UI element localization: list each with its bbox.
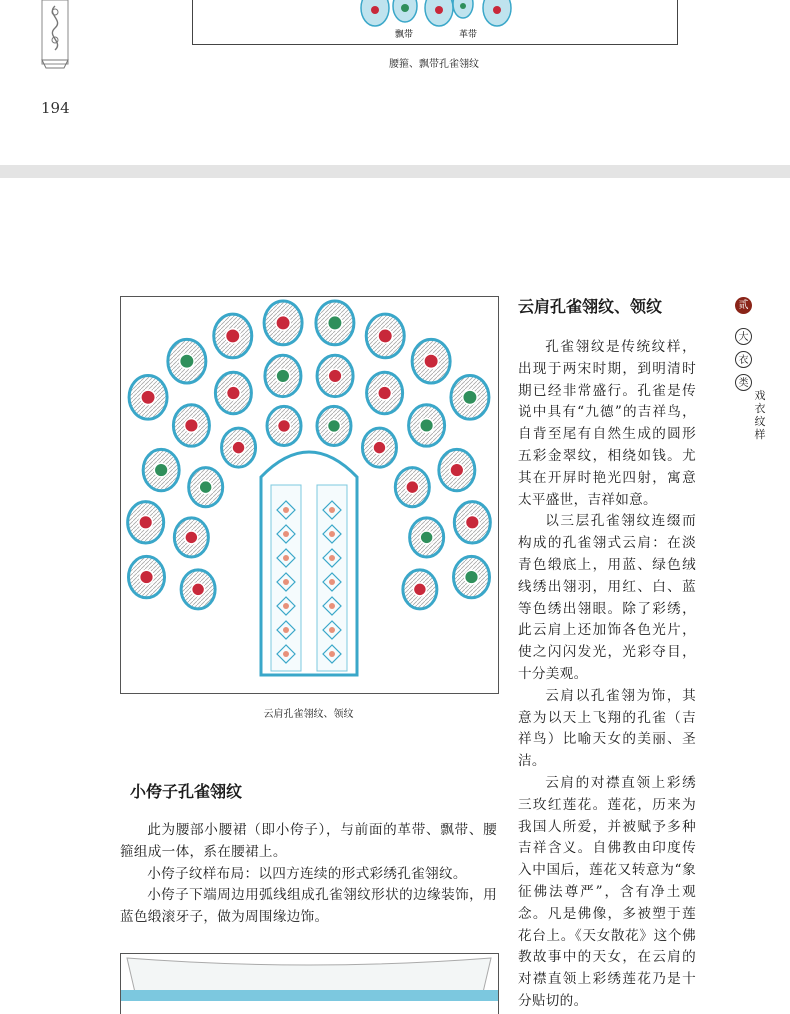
feather-eye — [185, 419, 199, 433]
lotus-center — [329, 507, 335, 513]
paragraph: 云肩的对襟直领上彩绣三玫红莲花。莲花，历来为我国人所爱，并被赋予多种吉祥含义。自佛教由印度传入中国后，莲花又转意为“象征佛法尊严”，含有净土观念。凡是佛像，多被塑于莲花台上。《天女散花》这个佛教故事中的天女，在云肩的对襟直领上彩绣莲花乃是十分贴切的。 — [518, 774, 696, 1009]
lotus-center — [329, 603, 335, 609]
figure-caption: 云肩孔雀翎纹、领纹 — [263, 709, 354, 720]
feather-eye — [276, 369, 290, 383]
feather-eye — [154, 463, 168, 477]
feather-eye — [278, 419, 291, 432]
feather-eye — [420, 419, 434, 433]
lotus-center — [329, 531, 335, 537]
chapter-ring-char: 大 — [735, 328, 752, 345]
section-heading: 云肩孔雀翎纹、领纹 — [518, 297, 663, 316]
feather-eye — [463, 390, 477, 404]
feather-eye — [420, 531, 433, 544]
feather-eye — [139, 516, 153, 530]
feather-eye — [227, 386, 241, 400]
skirt-photo-fragment — [120, 953, 499, 1014]
lotus-center — [283, 627, 289, 633]
previous-figure-caption: 腰箍、飘带孔雀翎纹 — [389, 59, 479, 70]
paragraph: 孔雀翎纹是传统纹样，出现于两宋时期，到明清时期已经非常盛行。孔雀是传说中具有“九德”的吉祥鸟，自背至尾有自然生成的圆形五彩金翠纹，相绕如钱。尤其在开屏时艳光四射，寓意太平盛世，吉祥如意。 — [518, 339, 696, 508]
feather-eye — [192, 583, 205, 596]
feather-eye — [450, 463, 464, 477]
feather-eye — [424, 354, 438, 368]
feather-eye — [465, 516, 479, 530]
chapter-title-vertical: 戏衣纹样 — [754, 389, 766, 441]
lotus-center — [283, 579, 289, 585]
page-number: 194 — [41, 99, 70, 117]
feather-eye — [406, 481, 419, 494]
skirt-illustration — [121, 954, 498, 1001]
feather-eye — [141, 390, 155, 404]
chapter-ring-char: 类 — [735, 374, 752, 391]
feather-eye — [465, 570, 479, 584]
feather-eye — [199, 481, 212, 494]
paragraph: 此为腰部小腰裙（即小侉子），与前面的革带、飘带、腰箍组成一体，系在腰裙上。 — [120, 822, 497, 860]
paragraph: 小侉子下端周边用弧线组成孔雀翎纹形状的边缘装饰，用蓝色缎滚牙子，做为周围缘边饰。 — [120, 887, 497, 926]
lotus-center — [283, 603, 289, 609]
page-divider — [0, 165, 790, 178]
sash-feather-image — [193, 0, 677, 44]
feather-eye — [232, 441, 245, 454]
lotus-center — [283, 531, 289, 537]
decorative-ornament-icon — [38, 0, 72, 72]
lotus-center — [329, 579, 335, 585]
previous-page-fragment — [0, 0, 790, 165]
peacock-cloud-collar-photo — [120, 296, 499, 694]
section-body — [120, 820, 497, 929]
label-gedai: 革带 — [459, 30, 478, 40]
feather-eye — [413, 583, 426, 596]
feather-eye — [378, 329, 392, 343]
chapter-ring-char: 衣 — [735, 351, 752, 368]
chapter-number-badge: 贰 — [735, 297, 752, 314]
lotus-center — [329, 651, 335, 657]
peacock-collar-illustration — [121, 297, 498, 693]
paragraph: 小侉子纹样布局：以四方连续的形式彩绣孔雀翎纹。 — [147, 865, 467, 882]
previous-figure-frame — [192, 0, 678, 45]
lotus-center — [283, 651, 289, 657]
feather-eye — [140, 570, 154, 584]
feather-eye — [276, 316, 290, 330]
feather-eye — [185, 531, 198, 544]
section-body — [518, 337, 696, 1013]
feather-eye — [180, 354, 194, 368]
feather-eye — [226, 329, 240, 343]
feather-eye — [328, 419, 341, 432]
section-heading: 小侉子孔雀翎纹 — [130, 782, 243, 801]
feather-eye — [373, 441, 386, 454]
lotus-center — [283, 555, 289, 561]
feather-eye — [328, 369, 342, 383]
lotus-center — [329, 627, 335, 633]
paragraph: 以三层孔雀翎纹连缀而构成的孔雀翎式云肩：在淡青色缎底上，用蓝、绿色绒线绣出翎羽，用红、白、蓝等色绣出翎眼。除了彩绣，此云肩上还加饰各色光片，使之闪闪发光，光彩夺目，十分美观。 — [518, 513, 696, 682]
feather-eye — [378, 386, 392, 400]
paragraph: 云肩以孔雀翎为饰，其意为以天上飞翔的孔雀（吉祥鸟）比喻天女的美丽、圣洁。 — [518, 687, 696, 770]
label-piaodai: 飘带 — [395, 30, 414, 40]
lotus-center — [329, 555, 335, 561]
lotus-center — [283, 507, 289, 513]
feather-eye — [328, 316, 342, 330]
